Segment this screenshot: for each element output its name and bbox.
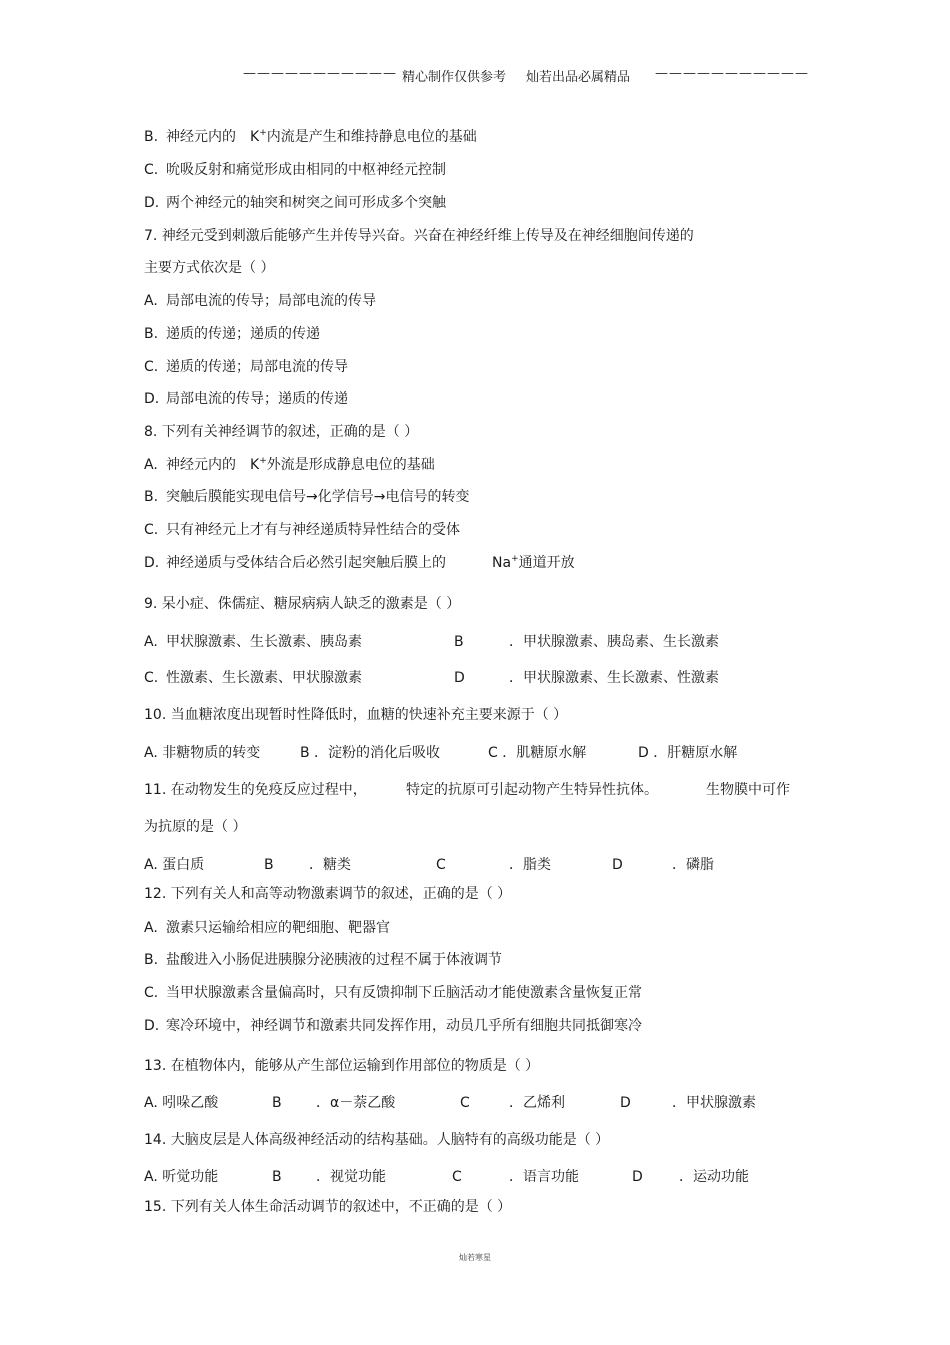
option-letter: A. bbox=[144, 920, 158, 936]
option-text: 局部电流的传导；局部电流的传导 bbox=[166, 293, 376, 309]
option-text: 只有神经元上才有与神经递质特异性结合的受体 bbox=[166, 522, 460, 538]
page-footer: 灿若寒星 bbox=[459, 1253, 491, 1262]
ion-charge: + bbox=[511, 554, 519, 564]
q13-option-a: A. 吲哚乙酸 bbox=[144, 1095, 219, 1111]
q7-option-a bbox=[144, 291, 376, 311]
q13-option-d-text: ．甲状腺激素 bbox=[672, 1095, 756, 1111]
q8-option-d bbox=[144, 553, 575, 575]
header-dashes-right: ——————————— bbox=[655, 66, 809, 81]
q10-options bbox=[144, 743, 844, 763]
question-7-cont: 主要方式依次是（ ） bbox=[144, 260, 275, 276]
q14-option-b-letter: B bbox=[272, 1169, 282, 1185]
option-text: 两个神经元的轴突和树突之间可形成多个突触 bbox=[166, 195, 446, 211]
q9-options-cd bbox=[144, 668, 844, 688]
question-14: 14. 大脑皮层是人体高级神经活动的结构基础。人脑特有的高级功能是（ ） bbox=[144, 1132, 610, 1148]
q12-option-b bbox=[144, 950, 502, 970]
question-9: 9. 呆小症、侏儒症、糖尿病病人缺乏的激素是（ ） bbox=[144, 596, 461, 612]
q7-option-c bbox=[144, 357, 348, 377]
q11-option-d-text: ．磷脂 bbox=[672, 857, 714, 873]
q8-option-b bbox=[144, 487, 469, 507]
option-letter: A. bbox=[144, 634, 158, 650]
q9-option-d-letter: D bbox=[454, 670, 465, 686]
option-letter: C. bbox=[144, 522, 159, 538]
q14-option-c-text: ．语言功能 bbox=[509, 1169, 579, 1185]
q13-options bbox=[144, 1093, 844, 1113]
ion-charge: + bbox=[259, 456, 267, 466]
q11-options bbox=[144, 855, 844, 875]
q14-option-b-text: ．视觉功能 bbox=[316, 1169, 386, 1185]
question-13: 13. 在植物体内，能够从产生部位运输到作用部位的物质是（ ） bbox=[144, 1058, 540, 1074]
option-letter: C. bbox=[144, 359, 159, 375]
question-15: 15. 下列有关人体生命活动调节的叙述中，不正确的是（ ） bbox=[144, 1199, 512, 1215]
q9-option-a bbox=[144, 632, 362, 652]
q10-option-c: C ．肌糖原水解 bbox=[488, 745, 587, 761]
option-text: 当甲状腺激素含量偏高时，只有反馈抑制下丘脑活动才能使激素含量恢复正常 bbox=[166, 985, 642, 1001]
page-header bbox=[0, 66, 950, 88]
option-letter: D. bbox=[144, 1018, 160, 1034]
ion-symbol: Na bbox=[492, 555, 512, 571]
option-text-pre: 神经元内的 bbox=[166, 129, 236, 145]
option-text: 性激素、生长激素、甲状腺激素 bbox=[166, 670, 362, 686]
question-12: 12. 下列有关人和高等动物激素调节的叙述，正确的是（ ） bbox=[144, 886, 512, 902]
q11-option-b-letter: B bbox=[264, 857, 274, 873]
option-text-post: 通道开放 bbox=[518, 555, 575, 571]
q12-option-a bbox=[144, 918, 390, 938]
question-11 bbox=[144, 780, 844, 800]
option-text: 盐酸进入小肠促进胰腺分泌胰液的过程不属于体液调节 bbox=[166, 952, 502, 968]
q13-option-c-text: ．乙烯利 bbox=[509, 1095, 565, 1111]
option-letter: B. bbox=[144, 129, 159, 145]
question-8: 8. 下列有关神经调节的叙述，正确的是（ ） bbox=[144, 424, 419, 440]
header-dashes-left: ——————————— bbox=[243, 66, 397, 81]
header-text-1: 精心制作仅供参考 bbox=[402, 70, 507, 85]
option-text: 递质的传递；递质的传递 bbox=[166, 326, 320, 342]
option-text: 寒冷环境中，神经调节和激素共同发挥作用，动员几乎所有细胞共同抵御寒冷 bbox=[166, 1018, 642, 1034]
q9-option-b-letter: B bbox=[454, 634, 464, 650]
option-b-prev bbox=[144, 127, 477, 149]
q9-option-c bbox=[144, 668, 362, 688]
option-letter: C. bbox=[144, 985, 159, 1001]
q9-options-ab bbox=[144, 632, 844, 652]
q12-option-c bbox=[144, 983, 642, 1003]
q12-option-d bbox=[144, 1016, 642, 1036]
ion-charge: + bbox=[259, 128, 267, 138]
q10-option-b: B ．淀粉的消化后吸收 bbox=[300, 745, 441, 761]
q11-option-a: A. 蛋白质 bbox=[144, 857, 205, 873]
q8-option-a bbox=[144, 455, 435, 477]
q14-option-d-text: ．运动功能 bbox=[679, 1169, 749, 1185]
option-text-pre: 神经元内的 bbox=[166, 457, 236, 473]
q14-option-d-letter: D bbox=[632, 1169, 643, 1185]
q11-part-1: 11. 在动物发生的免疫反应过程中， bbox=[144, 782, 367, 798]
question-11-cont: 为抗原的是（ ） bbox=[144, 819, 247, 835]
option-letter: B. bbox=[144, 326, 159, 342]
header-text-2: 灿若出品必属精品 bbox=[526, 70, 631, 85]
option-letter: D. bbox=[144, 195, 160, 211]
q9-option-b-text: ．甲状腺激素、胰岛素、生长激素 bbox=[509, 634, 719, 650]
q8-option-c bbox=[144, 520, 460, 540]
q14-option-c-letter: C bbox=[452, 1169, 462, 1185]
option-letter: D. bbox=[144, 555, 160, 571]
option-text-pre: 神经递质与受体结合后必然引起突触后膜上的 bbox=[166, 555, 446, 571]
option-letter: C. bbox=[144, 670, 159, 686]
q11-option-c-letter: C bbox=[436, 857, 446, 873]
option-text: 激素只运输给相应的靶细胞、靶器官 bbox=[166, 920, 390, 936]
question-7: 7. 神经元受到刺激后能够产生并传导兴奋。兴奋在神经纤维上传导及在神经细胞间传递的 bbox=[144, 228, 694, 244]
option-letter: B. bbox=[144, 489, 159, 505]
option-text: 甲状腺激素、生长激素、胰岛素 bbox=[166, 634, 362, 650]
q14-options bbox=[144, 1167, 844, 1187]
option-text-post: 内流是产生和维持静息电位的基础 bbox=[266, 129, 477, 145]
q13-option-c-letter: C bbox=[460, 1095, 470, 1111]
ion-symbol: K bbox=[250, 129, 260, 145]
option-letter: B. bbox=[144, 952, 159, 968]
ion-symbol: K bbox=[250, 457, 260, 473]
option-letter: A. bbox=[144, 457, 158, 473]
option-letter: D. bbox=[144, 391, 160, 407]
question-10: 10. 当血糖浓度出现暂时性降低时，血糖的快速补充主要来源于（ ） bbox=[144, 707, 568, 723]
option-letter: C. bbox=[144, 162, 159, 178]
option-text: 吮吸反射和痛觉形成由相同的中枢神经元控制 bbox=[166, 162, 446, 178]
option-d-prev bbox=[144, 193, 446, 213]
q11-part-2: 特定的抗原可引起动物产生特异性抗体。 bbox=[406, 782, 658, 798]
q9-option-d-text: ．甲状腺激素、生长激素、性激素 bbox=[509, 670, 719, 686]
q13-option-b-text: ．α－萘乙酸 bbox=[316, 1095, 396, 1111]
option-c-prev bbox=[144, 160, 446, 180]
option-text-post: 外流是形成静息电位的基础 bbox=[266, 457, 435, 473]
q11-option-c-text: ．脂类 bbox=[509, 857, 551, 873]
q11-option-d-letter: D bbox=[612, 857, 623, 873]
option-text: 递质的传递；局部电流的传导 bbox=[166, 359, 348, 375]
q11-option-b-text: ．糖类 bbox=[309, 857, 351, 873]
q7-option-b bbox=[144, 324, 320, 344]
q13-option-d-letter: D bbox=[620, 1095, 631, 1111]
option-text: 局部电流的传导；递质的传递 bbox=[166, 391, 348, 407]
q10-option-a: A. 非糖物质的转变 bbox=[144, 745, 261, 761]
q7-option-d bbox=[144, 389, 348, 409]
option-text: 突触后膜能实现电信号→化学信号→电信号的转变 bbox=[166, 489, 470, 505]
q10-option-d: D ．肝糖原水解 bbox=[638, 745, 738, 761]
q14-option-a: A. 听觉功能 bbox=[144, 1169, 219, 1185]
q11-part-3: 生物膜中可作 bbox=[706, 782, 790, 798]
option-letter: A. bbox=[144, 293, 158, 309]
q13-option-b-letter: B bbox=[272, 1095, 282, 1111]
